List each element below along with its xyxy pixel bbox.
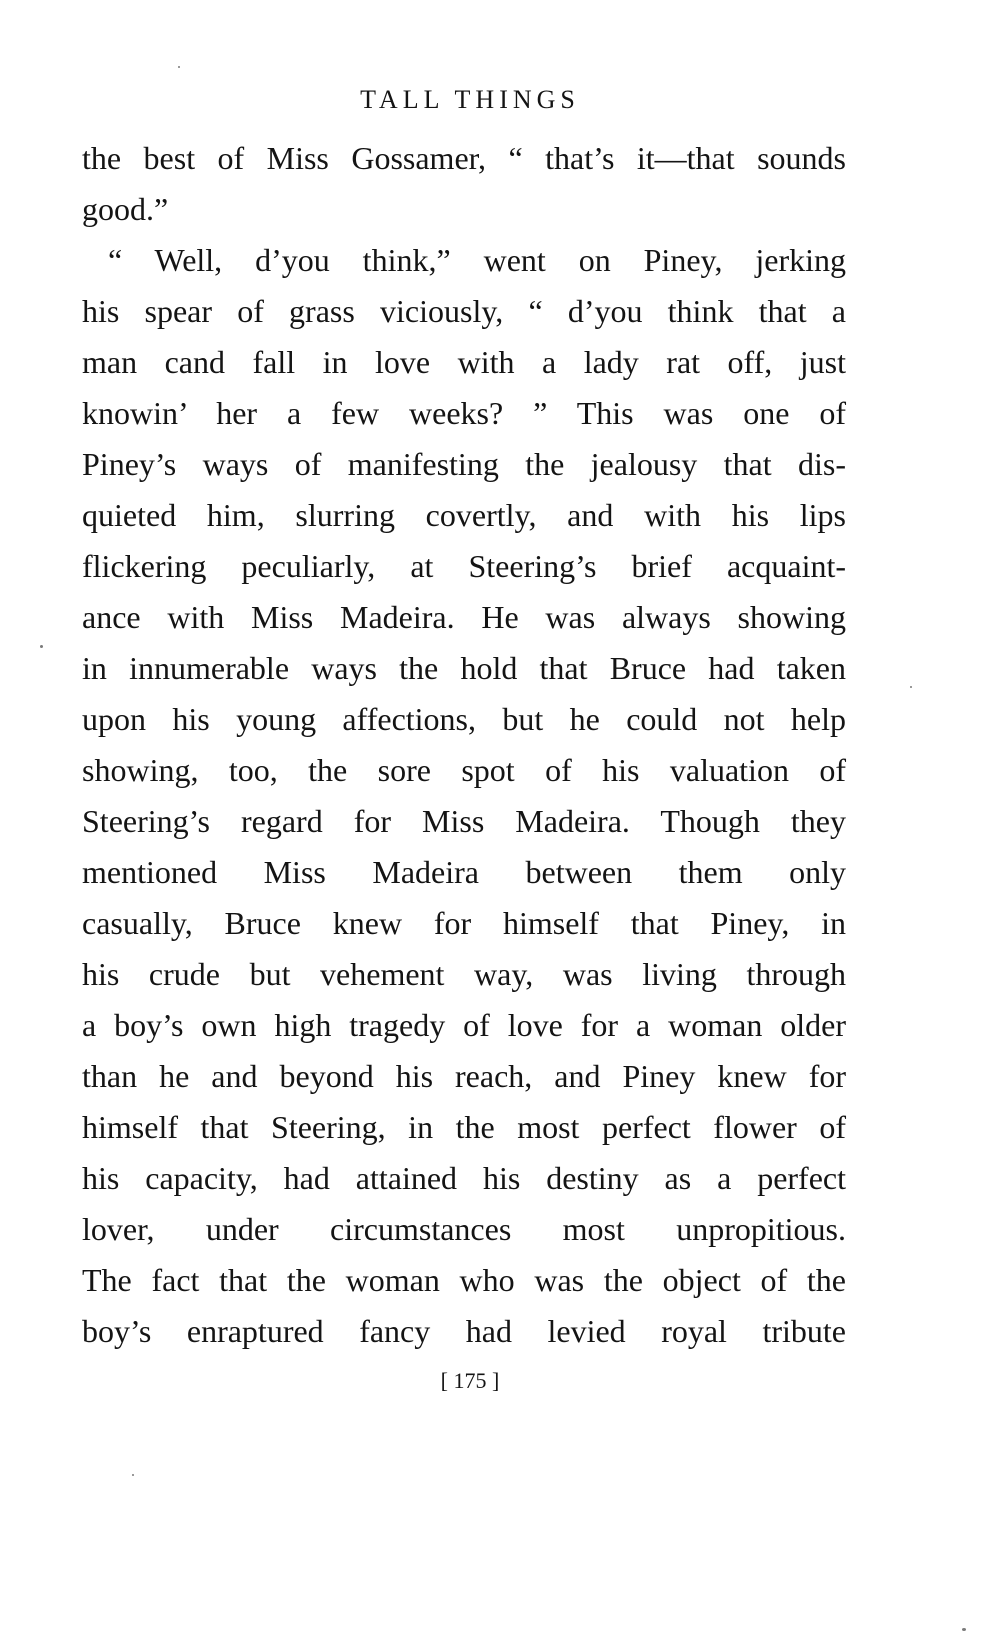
page-number: [ 175 ] xyxy=(440,1368,500,1393)
text-line: mentioned Miss Madeira between them only xyxy=(82,854,846,890)
scan-speck xyxy=(962,1628,966,1631)
text-line: quieted him, slurring covertly, and with his lips xyxy=(82,497,846,533)
scan-speck xyxy=(910,686,912,688)
text-line: a boy’s own high tragedy of love for a woman older xyxy=(82,1007,846,1043)
text-line: himself that Steering, in the most perfect flower of xyxy=(82,1109,846,1145)
text-line: upon his young affections, but he could not help xyxy=(82,701,846,737)
text-line: than he and beyond his reach, and Piney knew for xyxy=(82,1058,846,1094)
text-line: in innumerable ways the hold that Bruce had taken xyxy=(82,650,846,686)
text-line: boy’s enraptured fancy had levied royal tribute xyxy=(82,1313,846,1349)
text-line: his crude but vehement way, was living through xyxy=(82,956,846,992)
text-line: Piney’s ways of manifesting the jealousy that dis- xyxy=(82,446,846,482)
text-line: The fact that the woman who was the object of the xyxy=(82,1262,846,1298)
text-line: “ Well, d’you think,” went on Piney, jerking xyxy=(108,242,846,278)
text-line: man cand fall in love with a lady rat off, just xyxy=(82,344,846,380)
text-line: knowin’ her a few weeks? ” This was one of xyxy=(82,395,846,431)
running-head: TALL THINGS xyxy=(360,85,580,114)
scan-speck xyxy=(132,1474,134,1476)
text-line: showing, too, the sore spot of his valuation of xyxy=(82,752,846,788)
text-line: his capacity, had attained his destiny as a perfect xyxy=(82,1160,846,1196)
text-line: ance with Miss Madeira. He was always showing xyxy=(82,599,846,635)
scan-speck xyxy=(40,645,43,648)
body-text xyxy=(82,133,846,1357)
text-line: Steering’s regard for Miss Madeira. Though they xyxy=(82,803,846,839)
text-line: good.” xyxy=(82,191,169,227)
text-line: his spear of grass viciously, “ d’you think that a xyxy=(82,293,846,329)
text-line: lover, under circumstances most unpropitious. xyxy=(82,1211,846,1247)
text-line: casually, Bruce knew for himself that Piney, in xyxy=(82,905,846,941)
scan-speck xyxy=(178,66,180,68)
text-line: flickering peculiarly, at Steering’s brief acquaint- xyxy=(82,548,846,584)
text-line: the best of Miss Gossamer, “ that’s it—that sounds xyxy=(82,140,846,176)
